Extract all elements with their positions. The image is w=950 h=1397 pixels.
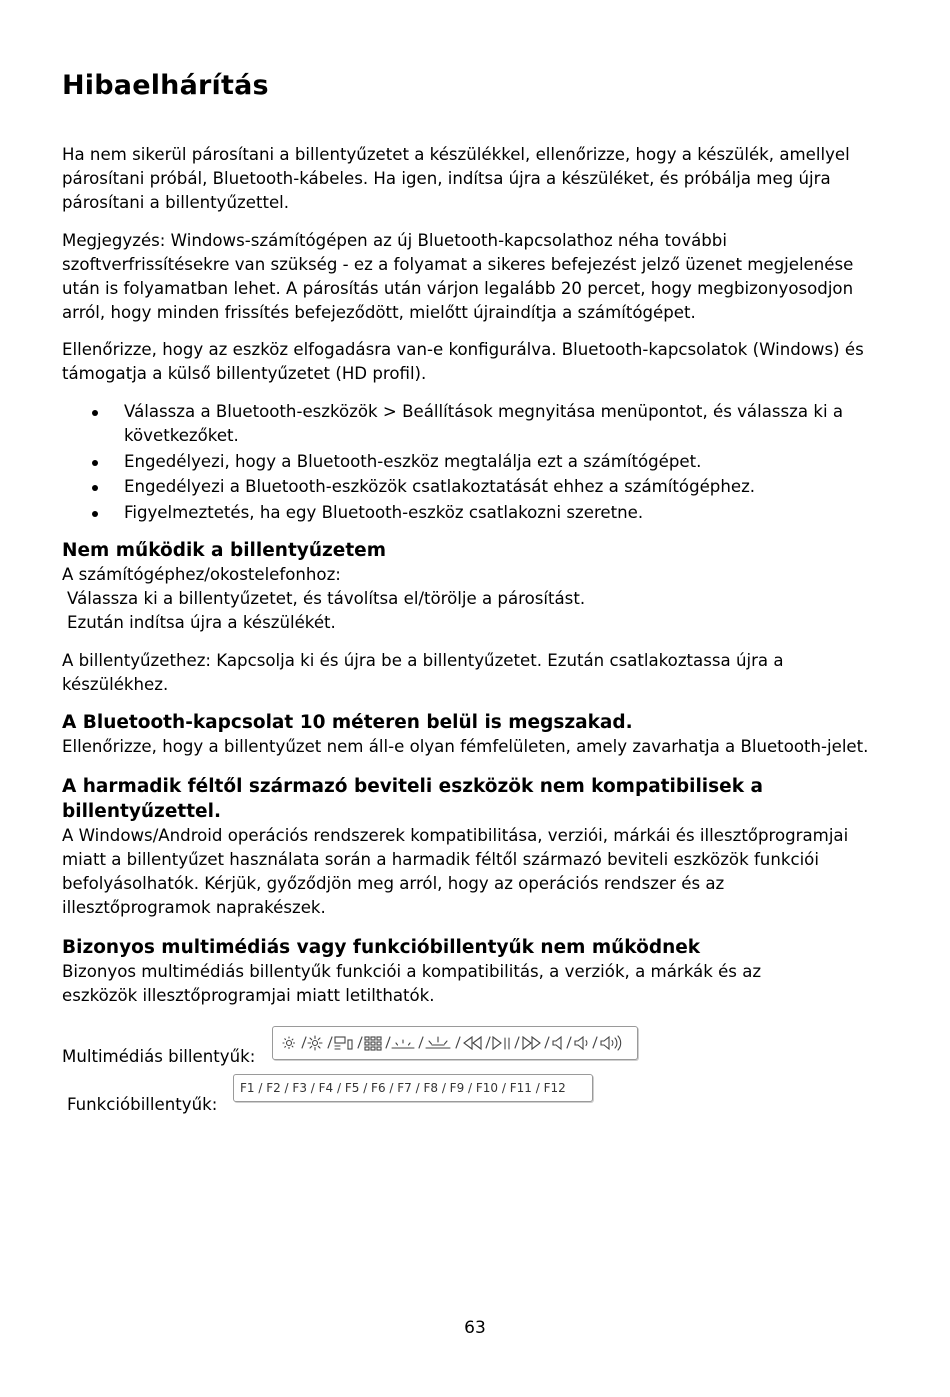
list-item bbox=[62, 400, 902, 448]
bullet-icon bbox=[92, 410, 98, 416]
section-line: Ezután indítsa újra a készülékét. bbox=[67, 613, 336, 632]
intro-line: párosítani próbál, Bluetooth-kábeles. Ha igen, indítsa újra a készüléket, és próbálja meg újra bbox=[62, 169, 831, 188]
volume-down-icon bbox=[575, 1037, 587, 1049]
separator bbox=[567, 1037, 571, 1048]
note-line: Megjegyzés: Windows-számítógépen az új Bluetooth-kapcsolathoz néha további bbox=[62, 231, 727, 250]
bullet-icon bbox=[92, 485, 98, 491]
bullet-icon bbox=[92, 460, 98, 466]
separator bbox=[486, 1037, 490, 1048]
section-multimedia-keys bbox=[62, 935, 902, 1008]
section-heading: Nem működik a billentyűzetem bbox=[62, 540, 387, 561]
multimedia-label: Multimédiás billentyűk: bbox=[62, 1047, 256, 1066]
section-line: készülékhez. bbox=[62, 675, 169, 694]
separator bbox=[386, 1037, 390, 1048]
next-track-icon bbox=[523, 1037, 540, 1049]
app-switch-icon bbox=[365, 1037, 381, 1050]
section-line: A Windows/Android operációs rendszerek kompatibilitása, verziói, márkái és illesztőprogramjai bbox=[62, 826, 849, 845]
check-line: Ellenőrizze, hogy az eszköz elfogadásra van-e konfigurálva. Bluetooth-kapcsolatok (Windows) és bbox=[62, 340, 864, 359]
separator bbox=[328, 1037, 332, 1048]
volume-up-icon bbox=[601, 1036, 621, 1050]
note-paragraph bbox=[62, 229, 902, 325]
section-line: Bizonyos multimédiás billentyűk funkciói a kompatibilitás, a verziók, a márkák és az bbox=[62, 962, 762, 981]
note-line: arról, hogy minden frissítés befejeződött, mielőtt újraindítja a számítógépet. bbox=[62, 303, 696, 322]
page-number: 63 bbox=[464, 1318, 486, 1338]
list-item bbox=[62, 475, 902, 499]
intro-line: párosítani a billentyűzettel. bbox=[62, 193, 290, 212]
section-bluetooth-drops bbox=[62, 710, 902, 759]
separator bbox=[456, 1037, 460, 1048]
section-heading: A harmadik féltől származó beviteli eszközök nem kompatibilisek a bbox=[62, 776, 763, 797]
list-item-text: Figyelmeztetés, ha egy Bluetooth-eszköz csatlakozni szeretne. bbox=[124, 502, 644, 522]
bullet-icon bbox=[92, 511, 98, 517]
section-line: A számítógéphez/okostelefonhoz: bbox=[62, 565, 341, 584]
section-third-party bbox=[62, 774, 902, 920]
task-view-icon bbox=[335, 1037, 352, 1049]
section-heading: billentyűzettel. bbox=[62, 801, 221, 822]
intro-paragraph bbox=[62, 143, 902, 215]
separator bbox=[419, 1037, 423, 1048]
page-title: Hibaelhárítás bbox=[62, 70, 269, 101]
section-line: illesztőprogramok naprakészek. bbox=[62, 898, 326, 917]
section-line: miatt a billentyűzet használata során a harmadik féltől származó beviteli eszközök funkciói bbox=[62, 850, 819, 869]
list-item-text: következőket. bbox=[124, 426, 239, 445]
separator bbox=[515, 1037, 519, 1048]
list-item bbox=[62, 450, 902, 474]
section-line: A billentyűzethez: Kapcsolja ki és újra be a billentyűzetet. Ezután csatlakoztassa újra a bbox=[62, 651, 784, 670]
section-line: eszközök illesztőprogramjai miatt letilthatók. bbox=[62, 986, 435, 1005]
list-item bbox=[62, 501, 902, 525]
separator bbox=[302, 1037, 306, 1048]
function-label: Funkcióbillentyűk: bbox=[67, 1095, 218, 1114]
previous-track-icon bbox=[464, 1037, 481, 1049]
section-line: Ellenőrizze, hogy a billentyűzet nem áll-e olyan fémfelületen, amely zavarhatja a Bluetooth-jelet. bbox=[62, 737, 869, 756]
play-pause-icon bbox=[493, 1037, 509, 1049]
list-item-text: Válassza a Bluetooth-eszközök > Beállítások megnyitása menüpontot, és válassza ki a bbox=[124, 402, 843, 421]
separator bbox=[545, 1037, 549, 1048]
check-line: támogatja a külső billentyűzetet (HD profil). bbox=[62, 364, 427, 383]
note-line: után is folyamatban lehet. A párosítás után várjon legalább 20 percet, hogy megbizonyosodjon bbox=[62, 279, 854, 298]
section-line: Válassza ki a billentyűzetet, és távolítsa el/törölje a párosítást. bbox=[67, 589, 586, 608]
intro-line: Ha nem sikerül párosítani a billentyűzetet a készülékkel, ellenőrizze, hogy a készülék, amellyel bbox=[62, 145, 850, 164]
brightness-up-icon bbox=[308, 1036, 322, 1050]
backlight-down-icon bbox=[392, 1040, 414, 1048]
bullet-list bbox=[62, 400, 902, 526]
section-heading: A Bluetooth-kapcsolat 10 méteren belül is megszakad. bbox=[62, 712, 633, 733]
check-paragraph bbox=[62, 338, 902, 386]
keyboard-reconnect-paragraph bbox=[62, 649, 902, 697]
section-keyboard-not-working bbox=[62, 538, 902, 635]
note-line: szoftverfrissítésekre van szükség - ez a folyamat a sikeres befejezést jelző üzenet megjelenése bbox=[62, 255, 854, 274]
mute-icon bbox=[553, 1037, 561, 1049]
function-keys-strip: F1 / F2 / F3 / F4 / F5 / F6 / F7 / F8 / F9 / F10 / F11 / F12 bbox=[233, 1074, 593, 1102]
separator bbox=[593, 1037, 597, 1048]
list-item-text: Engedélyezi a Bluetooth-eszközök csatlakoztatását ehhez a számítógéphez. bbox=[124, 477, 756, 496]
section-line: befolyásolhatók. Kérjük, győződjön meg arról, hogy az operációs rendszer és az bbox=[62, 874, 725, 893]
backlight-up-icon bbox=[426, 1037, 450, 1048]
section-heading: Bizonyos multimédiás vagy funkcióbillentyűk nem működnek bbox=[62, 937, 701, 958]
separator bbox=[358, 1037, 362, 1048]
multimedia-keys-strip bbox=[272, 1026, 638, 1060]
brightness-down-icon bbox=[283, 1037, 295, 1049]
list-item-text: Engedélyezi, hogy a Bluetooth-eszköz megtalálja ezt a számítógépet. bbox=[124, 451, 702, 471]
